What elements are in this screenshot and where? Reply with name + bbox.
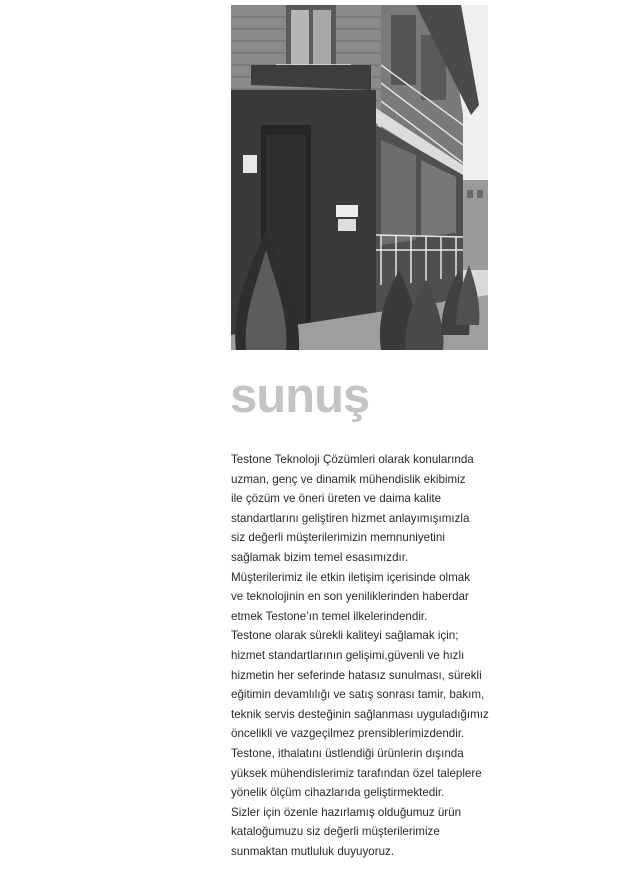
text-line: sağlamak bizim temel esasımızdır. xyxy=(231,550,409,564)
text-line: öncelikli ve vazgeçilmez prensiblerimizdendir. xyxy=(231,727,465,741)
section-title: sunuş xyxy=(230,369,370,423)
text-line: hizmet standartlarının gelişimi,güvenli ve hızlı xyxy=(231,648,465,662)
text-line: Müşterilerimiz ile etkin iletişim içerisinde olmak xyxy=(231,570,471,584)
intro-text xyxy=(231,450,531,861)
text-line: hizmetin her seferinde hatasız sunulması, sürekli xyxy=(231,668,482,682)
text-line: uzman, genç ve dinamik mühendislik ekibimiz xyxy=(231,472,466,486)
text-line: Testone, ithalatını üstlendiği ürünlerin dışında xyxy=(231,746,464,760)
text-line: kataloğumuzu siz değerli müşterilerimize xyxy=(231,825,440,839)
text-line: siz değerli müşterilerimizin memnuniyetini xyxy=(231,531,445,545)
text-line: yönelik ölçüm cihazlarıda geliştirmektedir. xyxy=(231,786,445,800)
building-photo xyxy=(231,5,488,350)
text-line: ile çözüm ve öneri üreten ve daima kalite xyxy=(231,492,442,506)
building-illustration xyxy=(231,5,488,350)
text-line: etmek Testone’ın temel ilkelerindendir. xyxy=(231,609,428,623)
text-line: Testone Teknoloji Çözümleri olarak konularında xyxy=(231,453,474,466)
text-line: yüksek mühendislerimiz tarafından özel taleplere xyxy=(231,766,482,780)
text-line: ve teknolojinin en son yeniliklerinden haberdar xyxy=(231,590,469,604)
text-line: eğitimin devamlılığı ve satış sonrası tamir, bakım, xyxy=(231,688,485,702)
text-line: Sizler için özenle hazırlamış olduğumuz ürün xyxy=(231,805,462,819)
text-line: standartlarını geliştiren hizmet anlayımışımızla xyxy=(231,511,470,525)
text-line: Testone olarak sürekli kaliteyi sağlamak için; xyxy=(231,629,459,643)
text-line: teknik servis desteğinin sağlanması uyguladığımız xyxy=(231,707,489,721)
text-line: sunmaktan mutluluk duyuyoruz. xyxy=(231,844,395,858)
